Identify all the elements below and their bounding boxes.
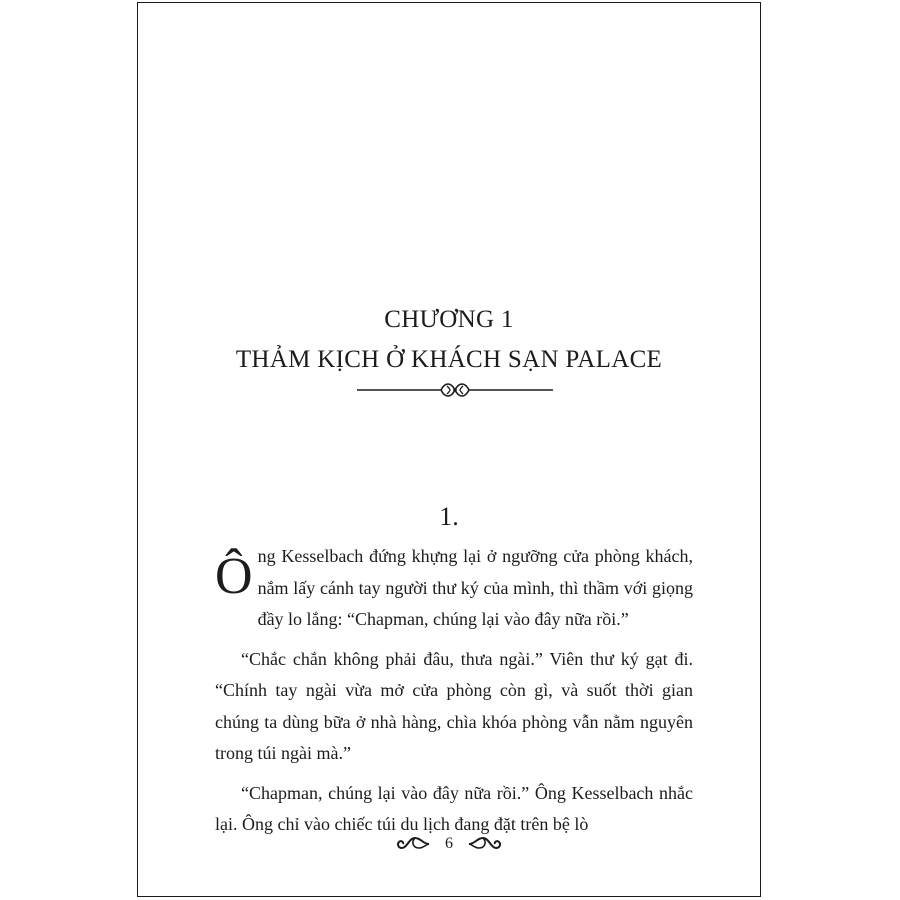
- book-page: [137, 2, 761, 897]
- knot-divider-icon: [357, 377, 553, 403]
- section-number: 1.: [439, 502, 459, 531]
- paragraph-2: “Chắc chắn không phải đâu, thưa ngài.” Viên thư ký gạt đi. “Chính tay ngài vừa mở cửa phòng còn gì, và suốt thời gian chúng ta dùng bữa ở nhà hàng, chìa khóa phòng vẫn nằm nguyên trong túi ngài mà.”: [215, 648, 693, 763]
- flourish-left-icon: [395, 834, 431, 854]
- drop-cap: Ô: [215, 548, 253, 605]
- chapter-title: THẢM KỊCH Ở KHÁCH SẠN PALACE: [235, 346, 663, 373]
- body-text: [215, 541, 693, 849]
- flourish-right-icon: [467, 834, 503, 854]
- paragraph-1-text: ng Kesselbach đứng khựng lại ở ngưỡng cửa phòng khách, nắm lấy cánh tay người thư ký của mình, thì thầm với giọng đầy lo lắng: “Chapman, chúng lại vào đây nữa rồi.”: [257, 546, 693, 629]
- paragraph-1: [215, 541, 693, 636]
- chapter-heading: [138, 303, 760, 377]
- page-number: 6: [445, 835, 453, 852]
- paragraph-3: “Chapman, chúng lại vào đây nữa rồi.” Ông Kesselbach nhắc lại. Ông chỉ vào chiếc túi du lịch đang đặt trên bệ lò: [215, 782, 693, 834]
- chapter-number: CHƯƠNG 1: [384, 306, 514, 333]
- page-footer: [138, 831, 760, 857]
